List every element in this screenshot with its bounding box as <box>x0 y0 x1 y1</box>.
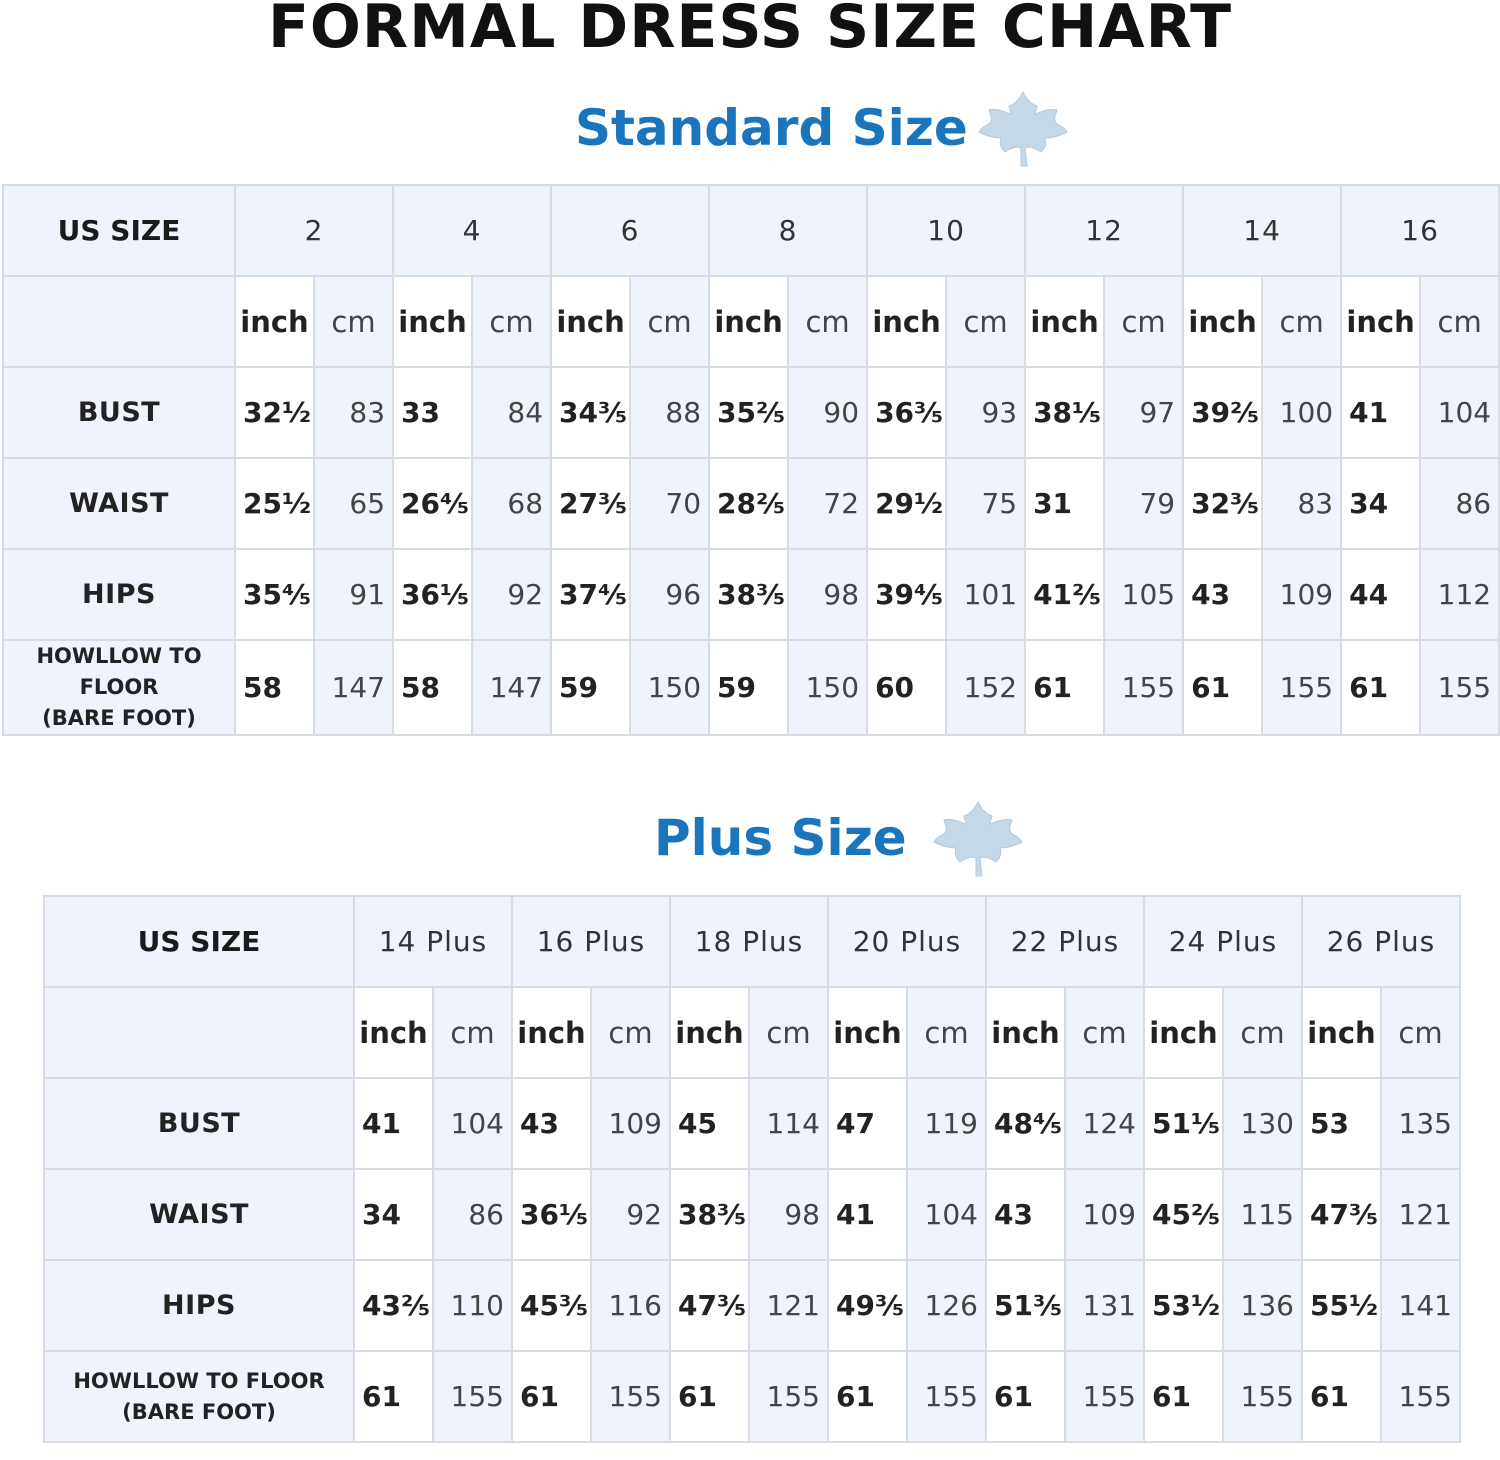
row-label-line: (BARE FOOT) <box>122 1399 276 1424</box>
cm-value: 91 <box>314 549 393 640</box>
cm-value: 116 <box>591 1260 670 1351</box>
maple-leaf-icon <box>975 86 1071 176</box>
row-label-hips: HIPS <box>3 549 235 640</box>
cm-value: 110 <box>433 1260 512 1351</box>
size-header-row <box>44 896 1460 987</box>
inch-value: 29½ <box>867 458 946 549</box>
inch-value: 43 <box>986 1169 1065 1260</box>
inch-value: 51⅗ <box>986 1260 1065 1351</box>
inch-value: 39⅖ <box>1183 367 1262 458</box>
inch-value: 39⅘ <box>867 549 946 640</box>
cm-value: 136 <box>1223 1260 1302 1351</box>
inch-value: 36⅕ <box>512 1169 591 1260</box>
cm-value: 155 <box>1223 1351 1302 1442</box>
cm-value: 88 <box>630 367 709 458</box>
unit-cm-label: cm <box>433 987 512 1078</box>
inch-value: 43 <box>512 1078 591 1169</box>
size-24-plus: 24 Plus <box>1144 896 1302 987</box>
inch-value: 41⅖ <box>1025 549 1104 640</box>
unit-inch-label: inch <box>1183 276 1262 367</box>
inch-value: 61 <box>1025 640 1104 735</box>
cm-value: 121 <box>1381 1169 1460 1260</box>
cm-value: 68 <box>472 458 551 549</box>
cm-value: 65 <box>314 458 393 549</box>
cm-value: 141 <box>1381 1260 1460 1351</box>
row-label-line: FLOOR <box>79 675 159 699</box>
cm-value: 101 <box>946 549 1025 640</box>
unit-inch-label: inch <box>512 987 591 1078</box>
size-6: 6 <box>551 185 709 276</box>
unit-row <box>3 276 1499 367</box>
size-4: 4 <box>393 185 551 276</box>
inch-value: 51⅕ <box>1144 1078 1223 1169</box>
cm-value: 147 <box>472 640 551 735</box>
cm-value: 135 <box>1381 1078 1460 1169</box>
cm-value: 131 <box>1065 1260 1144 1351</box>
cm-value: 98 <box>749 1169 828 1260</box>
unit-cm-label: cm <box>630 276 709 367</box>
unit-inch-label: inch <box>551 276 630 367</box>
inch-value: 47⅗ <box>1302 1169 1381 1260</box>
table-row <box>3 458 1499 549</box>
table-row <box>3 367 1499 458</box>
cm-value: 83 <box>314 367 393 458</box>
row-label-howllow-to-floor <box>3 640 235 735</box>
inch-value: 43⅖ <box>354 1260 433 1351</box>
inch-value: 55½ <box>1302 1260 1381 1351</box>
unit-cm-label: cm <box>591 987 670 1078</box>
cm-value: 97 <box>1104 367 1183 458</box>
cm-value: 155 <box>433 1351 512 1442</box>
cm-value: 155 <box>1262 640 1341 735</box>
unit-cm-label: cm <box>314 276 393 367</box>
cm-value: 150 <box>788 640 867 735</box>
inch-value: 61 <box>1302 1351 1381 1442</box>
cm-value: 72 <box>788 458 867 549</box>
us-size-header: US SIZE <box>3 185 235 276</box>
unit-cm-label: cm <box>1065 987 1144 1078</box>
inch-value: 34⅗ <box>551 367 630 458</box>
unit-cm-label: cm <box>907 987 986 1078</box>
inch-value: 61 <box>512 1351 591 1442</box>
unit-inch-label: inch <box>393 276 472 367</box>
inch-value: 61 <box>670 1351 749 1442</box>
inch-value: 61 <box>354 1351 433 1442</box>
size-16-plus: 16 Plus <box>512 896 670 987</box>
size-header-row <box>3 185 1499 276</box>
inch-value: 32½ <box>235 367 314 458</box>
cm-value: 93 <box>946 367 1025 458</box>
inch-value: 45⅖ <box>1144 1169 1223 1260</box>
size-14-plus: 14 Plus <box>354 896 512 987</box>
unit-cm-label: cm <box>788 276 867 367</box>
size-2: 2 <box>235 185 393 276</box>
inch-value: 61 <box>828 1351 907 1442</box>
inch-value: 61 <box>1341 640 1420 735</box>
cm-value: 84 <box>472 367 551 458</box>
inch-value: 27⅗ <box>551 458 630 549</box>
inch-value: 61 <box>1183 640 1262 735</box>
table-row <box>44 1351 1460 1442</box>
table-row <box>44 1260 1460 1351</box>
row-label-waist: WAIST <box>44 1169 354 1260</box>
inch-value: 33 <box>393 367 472 458</box>
unit-inch-label: inch <box>1341 276 1420 367</box>
cm-value: 155 <box>1420 640 1499 735</box>
size-20-plus: 20 Plus <box>828 896 986 987</box>
inch-value: 45 <box>670 1078 749 1169</box>
table-row <box>3 640 1499 735</box>
cm-value: 109 <box>591 1078 670 1169</box>
unit-inch-label: inch <box>828 987 907 1078</box>
inch-value: 61 <box>986 1351 1065 1442</box>
cm-value: 109 <box>1262 549 1341 640</box>
inch-value: 36⅕ <box>393 549 472 640</box>
inch-value: 58 <box>393 640 472 735</box>
cm-value: 83 <box>1262 458 1341 549</box>
unit-cm-label: cm <box>1223 987 1302 1078</box>
inch-value: 41 <box>828 1169 907 1260</box>
unit-inch-label: inch <box>1025 276 1104 367</box>
inch-value: 37⅘ <box>551 549 630 640</box>
size-8: 8 <box>709 185 867 276</box>
cm-value: 147 <box>314 640 393 735</box>
cm-value: 150 <box>630 640 709 735</box>
unit-inch-label: inch <box>235 276 314 367</box>
size-26-plus: 26 Plus <box>1302 896 1460 987</box>
cm-value: 79 <box>1104 458 1183 549</box>
unit-row-label <box>44 987 354 1078</box>
cm-value: 119 <box>907 1078 986 1169</box>
unit-cm-label: cm <box>1381 987 1460 1078</box>
cm-value: 112 <box>1420 549 1499 640</box>
table-row <box>44 1078 1460 1169</box>
cm-value: 155 <box>1381 1351 1460 1442</box>
cm-value: 104 <box>907 1169 986 1260</box>
cm-value: 155 <box>1065 1351 1144 1442</box>
inch-value: 34 <box>1341 458 1420 549</box>
cm-value: 100 <box>1262 367 1341 458</box>
unit-inch-label: inch <box>986 987 1065 1078</box>
plus-size-table <box>43 895 1461 1443</box>
cm-value: 155 <box>749 1351 828 1442</box>
unit-cm-label: cm <box>1420 276 1499 367</box>
cm-value: 105 <box>1104 549 1183 640</box>
inch-value: 32⅗ <box>1183 458 1262 549</box>
inch-value: 34 <box>354 1169 433 1260</box>
cm-value: 155 <box>591 1351 670 1442</box>
unit-inch-label: inch <box>867 276 946 367</box>
inch-value: 61 <box>1144 1351 1223 1442</box>
cm-value: 70 <box>630 458 709 549</box>
cm-value: 130 <box>1223 1078 1302 1169</box>
cm-value: 92 <box>472 549 551 640</box>
cm-value: 86 <box>1420 458 1499 549</box>
cm-value: 96 <box>630 549 709 640</box>
cm-value: 121 <box>749 1260 828 1351</box>
unit-inch-label: inch <box>1144 987 1223 1078</box>
standard-size-table <box>2 184 1500 736</box>
size-16: 16 <box>1341 185 1499 276</box>
inch-value: 38⅗ <box>670 1169 749 1260</box>
inch-value: 36⅗ <box>867 367 946 458</box>
cm-value: 155 <box>1104 640 1183 735</box>
inch-value: 47 <box>828 1078 907 1169</box>
unit-cm-label: cm <box>946 276 1025 367</box>
inch-value: 53½ <box>1144 1260 1223 1351</box>
unit-inch-label: inch <box>1302 987 1381 1078</box>
row-label-waist: WAIST <box>3 458 235 549</box>
inch-value: 47⅗ <box>670 1260 749 1351</box>
cm-value: 104 <box>1420 367 1499 458</box>
inch-value: 48⅘ <box>986 1078 1065 1169</box>
cm-value: 152 <box>946 640 1025 735</box>
plus-size-heading: Plus Size <box>654 809 907 867</box>
row-label-line: HOWLLOW TO <box>36 644 202 668</box>
inch-value: 59 <box>709 640 788 735</box>
inch-value: 25½ <box>235 458 314 549</box>
size-12: 12 <box>1025 185 1183 276</box>
inch-value: 35⅘ <box>235 549 314 640</box>
inch-value: 41 <box>1341 367 1420 458</box>
cm-value: 155 <box>907 1351 986 1442</box>
cm-value: 92 <box>591 1169 670 1260</box>
size-14: 14 <box>1183 185 1341 276</box>
inch-value: 38⅕ <box>1025 367 1104 458</box>
inch-value: 44 <box>1341 549 1420 640</box>
inch-value: 26⅘ <box>393 458 472 549</box>
standard-size-heading: Standard Size <box>575 99 968 157</box>
inch-value: 41 <box>354 1078 433 1169</box>
cm-value: 90 <box>788 367 867 458</box>
maple-leaf-icon <box>930 796 1026 886</box>
inch-value: 59 <box>551 640 630 735</box>
inch-value: 49⅗ <box>828 1260 907 1351</box>
unit-row-label <box>3 276 235 367</box>
inch-value: 35⅖ <box>709 367 788 458</box>
unit-inch-label: inch <box>354 987 433 1078</box>
cm-value: 104 <box>433 1078 512 1169</box>
inch-value: 38⅗ <box>709 549 788 640</box>
cm-value: 115 <box>1223 1169 1302 1260</box>
row-label-line: HOWLLOW TO FLOOR <box>73 1368 325 1393</box>
size-22-plus: 22 Plus <box>986 896 1144 987</box>
unit-cm-label: cm <box>1104 276 1183 367</box>
inch-value: 45⅗ <box>512 1260 591 1351</box>
inch-value: 58 <box>235 640 314 735</box>
table-row <box>3 549 1499 640</box>
us-size-header: US SIZE <box>44 896 354 987</box>
cm-value: 126 <box>907 1260 986 1351</box>
row-label-hips: HIPS <box>44 1260 354 1351</box>
page-title: FORMAL DRESS SIZE CHART <box>267 0 1233 62</box>
size-10: 10 <box>867 185 1025 276</box>
unit-inch-label: inch <box>670 987 749 1078</box>
cm-value: 98 <box>788 549 867 640</box>
inch-value: 28⅖ <box>709 458 788 549</box>
inch-value: 53 <box>1302 1078 1381 1169</box>
unit-cm-label: cm <box>1262 276 1341 367</box>
row-label-line: (BARE FOOT) <box>42 706 196 730</box>
cm-value: 114 <box>749 1078 828 1169</box>
table-row <box>44 1169 1460 1260</box>
unit-cm-label: cm <box>749 987 828 1078</box>
inch-value: 43 <box>1183 549 1262 640</box>
unit-inch-label: inch <box>709 276 788 367</box>
size-18-plus: 18 Plus <box>670 896 828 987</box>
cm-value: 86 <box>433 1169 512 1260</box>
row-label-bust: BUST <box>3 367 235 458</box>
unit-cm-label: cm <box>472 276 551 367</box>
cm-value: 75 <box>946 458 1025 549</box>
unit-row <box>44 987 1460 1078</box>
inch-value: 31 <box>1025 458 1104 549</box>
inch-value: 60 <box>867 640 946 735</box>
cm-value: 124 <box>1065 1078 1144 1169</box>
row-label-howllow-to-floor <box>44 1351 354 1442</box>
row-label-bust: BUST <box>44 1078 354 1169</box>
cm-value: 109 <box>1065 1169 1144 1260</box>
